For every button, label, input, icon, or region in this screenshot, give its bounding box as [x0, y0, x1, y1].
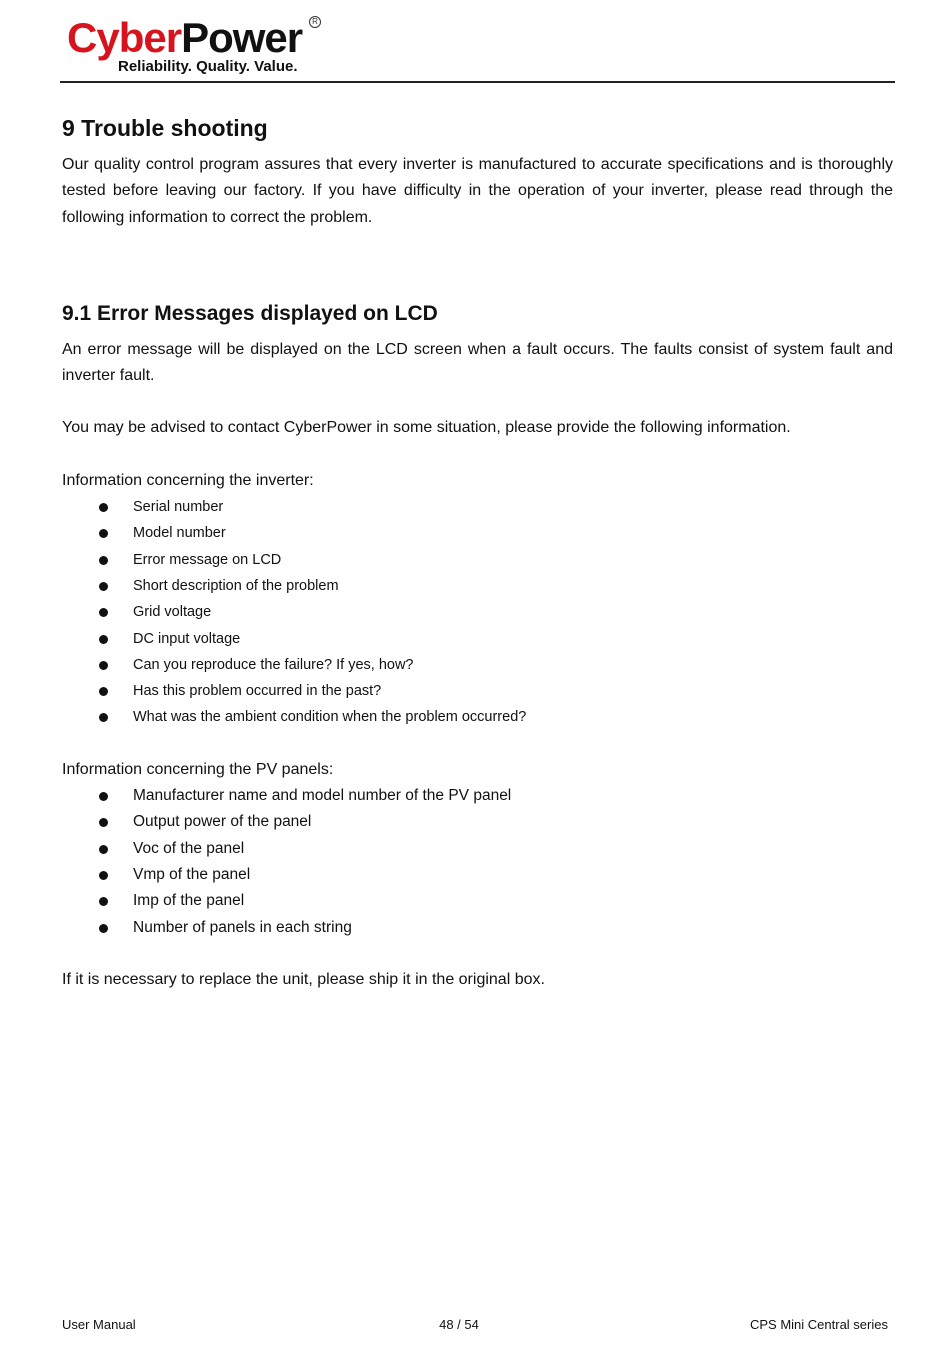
logo-power-text: Power — [181, 14, 303, 61]
inverter-info-list — [62, 494, 893, 731]
cyberpower-logo — [67, 14, 302, 62]
list-item: Vmp of the panel — [62, 862, 893, 888]
list-item: Can you reproduce the failure? If yes, how? — [62, 652, 893, 678]
footer-doc-type: User Manual — [62, 1317, 136, 1332]
header-divider — [60, 81, 895, 83]
trademark-icon: R — [309, 16, 321, 28]
logo-cyber-text: Cyber — [67, 14, 182, 61]
pv-info-list — [62, 783, 893, 941]
inverter-info-heading: Information concerning the inverter: — [62, 471, 314, 489]
list-item: Has this problem occurred in the past? — [62, 678, 893, 704]
closing-paragraph: If it is necessary to replace the unit, please ship it in the original box. — [62, 970, 545, 988]
pv-info-heading: Information concerning the PV panels: — [62, 760, 334, 778]
list-item: Voc of the panel — [62, 836, 893, 862]
page-footer — [62, 1317, 888, 1335]
list-item: Grid voltage — [62, 599, 893, 625]
list-item: Serial number — [62, 494, 893, 520]
list-item: Short description of the problem — [62, 573, 893, 599]
page-header — [62, 10, 895, 82]
section-title-trouble-shooting: 9 Trouble shooting — [62, 115, 268, 141]
error-message-paragraph: An error message will be displayed on the LCD screen when a fault occurs. The faults consist of system fault and inverter fault. — [62, 340, 893, 385]
list-item: Model number — [62, 520, 893, 546]
list-item: Number of panels in each string — [62, 915, 893, 941]
list-item: Error message on LCD — [62, 547, 893, 573]
list-item: Output power of the panel — [62, 809, 893, 835]
list-item: Manufacturer name and model number of the PV panel — [62, 783, 893, 809]
list-item: Imp of the panel — [62, 888, 893, 914]
page-content — [62, 112, 893, 993]
contact-paragraph: You may be advised to contact CyberPower in some situation, please provide the following information. — [62, 419, 791, 437]
footer-page-number: 48 / 54 — [439, 1317, 479, 1332]
logo-tagline: Reliability. Quality. Value. — [118, 58, 298, 75]
footer-series: CPS Mini Central series — [750, 1317, 888, 1332]
intro-paragraph: Our quality control program assures that every inverter is manufactured to accurate specifications and is thoroughly tested before leaving our factory. If you have difficulty in the operation of your inverter, please read through the following information to correct the problem. — [62, 156, 893, 226]
list-item: DC input voltage — [62, 626, 893, 652]
section-title-error-messages: 9.1 Error Messages displayed on LCD — [62, 301, 438, 325]
list-item: What was the ambient condition when the problem occurred? — [62, 704, 893, 730]
